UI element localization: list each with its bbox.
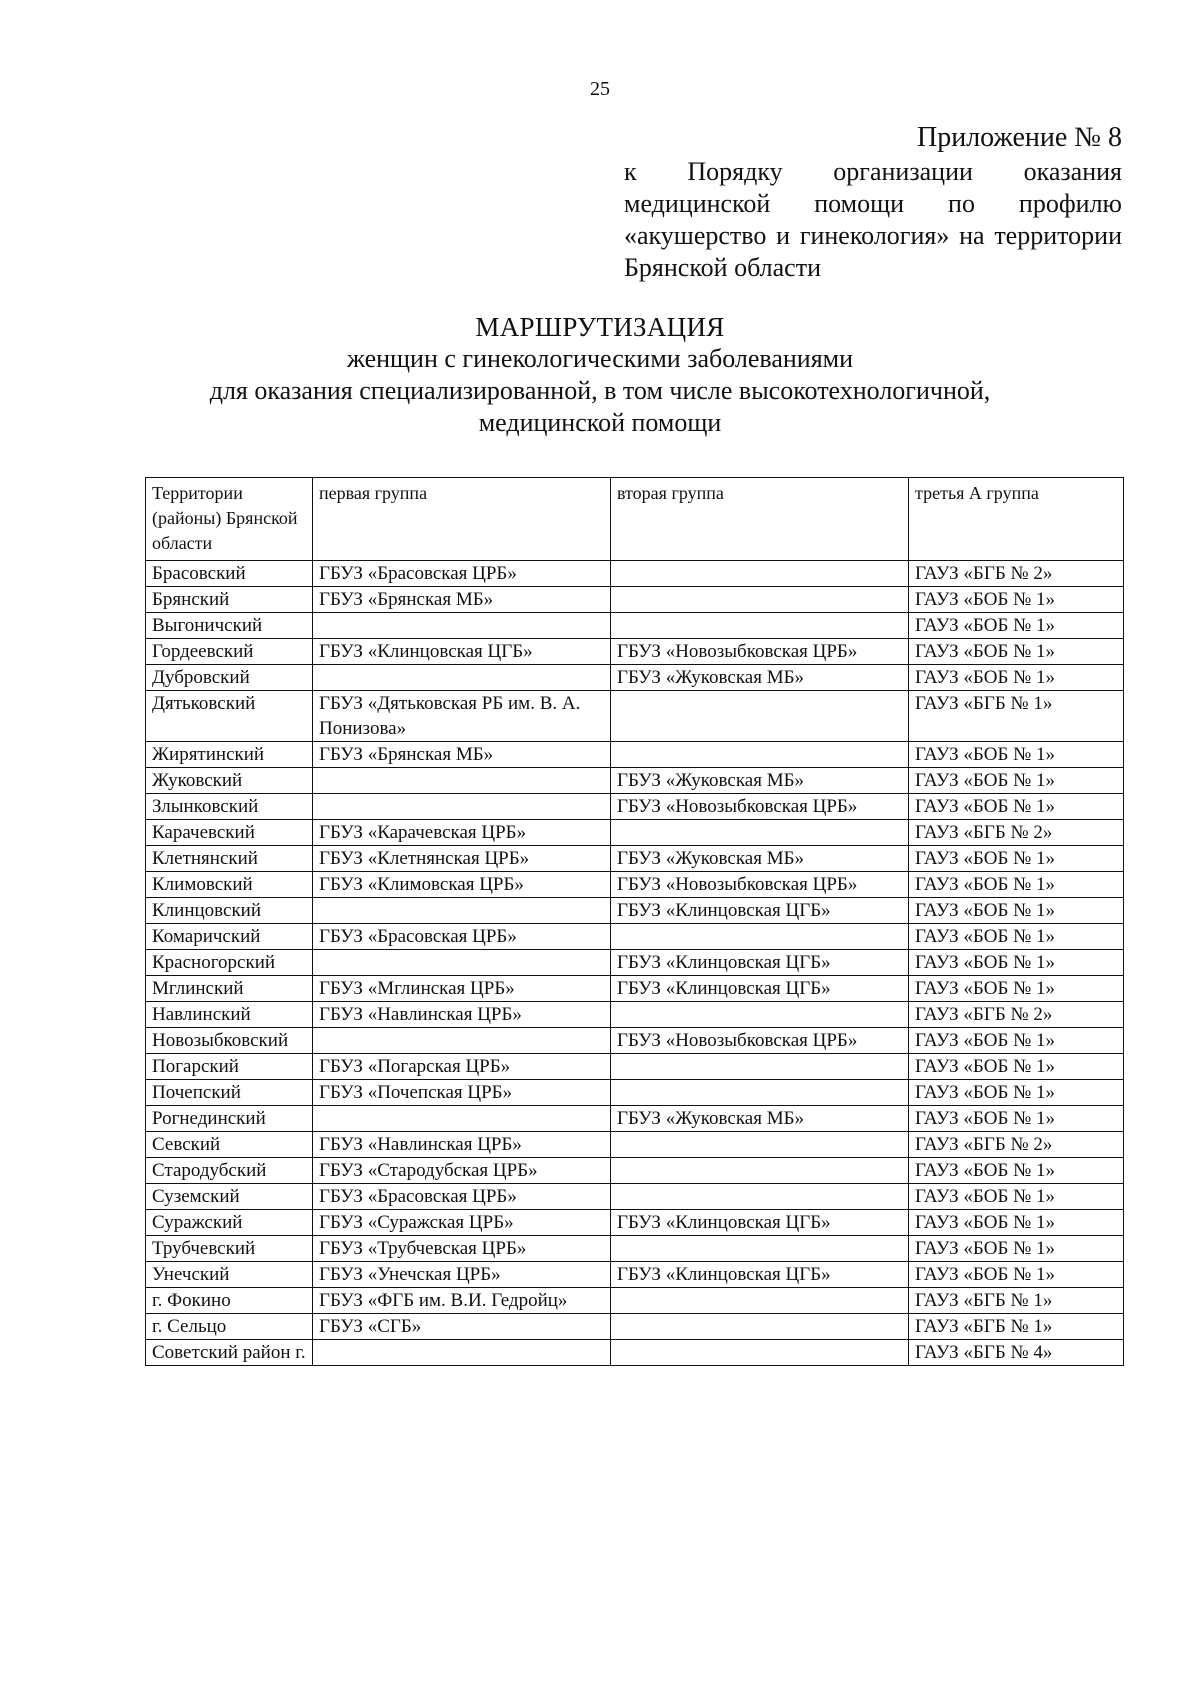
table-row [146,1340,1124,1366]
cell-third-group: ГАУЗ «БОБ № 1» [909,1210,1124,1236]
cell-third-group: ГАУЗ «БОБ № 1» [909,768,1124,794]
table-row [146,1288,1124,1314]
cell-third-group: ГАУЗ «БГБ № 2» [909,1132,1124,1158]
cell-territory: Дубровский [146,665,313,691]
cell-second-group [611,1236,909,1262]
cell-third-group: ГАУЗ «БОБ № 1» [909,846,1124,872]
cell-third-group: ГАУЗ «БОБ № 1» [909,898,1124,924]
cell-second-group: ГБУЗ «Клинцовская ЦГБ» [611,1262,909,1288]
cell-first-group: ГБУЗ «Дятьковская РБ им. В. А. Понизова» [313,691,611,742]
cell-second-group [611,1002,909,1028]
cell-first-group: ГБУЗ «Клетнянская ЦРБ» [313,846,611,872]
cell-territory: Брянский [146,587,313,613]
table-header-row [146,478,1124,561]
cell-territory: Трубчевский [146,1236,313,1262]
cell-third-group: ГАУЗ «БОБ № 1» [909,1028,1124,1054]
table-row [146,768,1124,794]
table-row [146,976,1124,1002]
heading-line-4: медицинской помощи [478,408,722,437]
page-number: 25 [590,78,610,100]
cell-territory: Гордеевский [146,639,313,665]
cell-second-group [611,1132,909,1158]
cell-territory: Севский [146,1132,313,1158]
cell-third-group: ГАУЗ «БГБ № 2» [909,1002,1124,1028]
cell-second-group: ГБУЗ «Клинцовская ЦГБ» [611,950,909,976]
cell-second-group: ГБУЗ «Клинцовская ЦГБ» [611,1210,909,1236]
cell-first-group: ГБУЗ «Брасовская ЦРБ» [313,1184,611,1210]
cell-first-group: ГБУЗ «Трубчевская ЦРБ» [313,1236,611,1262]
cell-second-group: ГБУЗ «Клинцовская ЦГБ» [611,898,909,924]
cell-second-group: ГБУЗ «Клинцовская ЦГБ» [611,976,909,1002]
cell-territory: Жирятинский [146,742,313,768]
heading-line-2: женщин с гинекологическими заболеваниями [346,344,854,373]
cell-third-group: ГАУЗ «БГБ № 2» [909,561,1124,587]
cell-second-group [611,1158,909,1184]
appendix-text: к Порядку организации оказания медицинской помощи по профилю «акушерство и гинекология» на территории Брянской области [624,157,1122,282]
cell-first-group [313,665,611,691]
cell-third-group: ГАУЗ «БОБ № 1» [909,665,1124,691]
cell-first-group: ГБУЗ «Брасовская ЦРБ» [313,924,611,950]
table-row [146,613,1124,639]
header-second-group: вторая группа [611,478,909,561]
cell-first-group [313,613,611,639]
table-row [146,1158,1124,1184]
cell-first-group: ГБУЗ «Мглинская ЦРБ» [313,976,611,1002]
cell-second-group [611,613,909,639]
table-row [146,691,1124,742]
cell-first-group: ГБУЗ «ФГБ им. В.И. Гедройц» [313,1288,611,1314]
table-row [146,924,1124,950]
heading-title: МАРШРУТИЗАЦИЯ [475,312,725,342]
cell-third-group: ГАУЗ «БОБ № 1» [909,976,1124,1002]
cell-third-group: ГАУЗ «БОБ № 1» [909,639,1124,665]
cell-first-group [313,794,611,820]
cell-third-group: ГАУЗ «БОБ № 1» [909,1262,1124,1288]
table-row [146,820,1124,846]
cell-second-group [611,1314,909,1340]
cell-first-group: ГБУЗ «Навлинская ЦРБ» [313,1132,611,1158]
table-row [146,1132,1124,1158]
heading-line-3: для оказания специализированной, в том числе высокотехнологичной, [209,376,991,405]
header-first-group: первая группа [313,478,611,561]
cell-territory: Советский район г. [146,1340,313,1366]
header-third-group: третья А группа [909,478,1124,561]
cell-first-group: ГБУЗ «Навлинская ЦРБ» [313,1002,611,1028]
table-row [146,794,1124,820]
cell-territory: Клетнянский [146,846,313,872]
cell-territory: Мглинский [146,976,313,1002]
cell-second-group [611,820,909,846]
table-row [146,1054,1124,1080]
cell-first-group: ГБУЗ «Погарская ЦРБ» [313,1054,611,1080]
cell-territory: Почепский [146,1080,313,1106]
table-row [146,1184,1124,1210]
table-body [146,561,1124,1366]
cell-territory: Новозыбковский [146,1028,313,1054]
cell-second-group: ГБУЗ «Жуковская МБ» [611,768,909,794]
cell-third-group: ГАУЗ «БОБ № 1» [909,1158,1124,1184]
cell-third-group: ГАУЗ «БОБ № 1» [909,924,1124,950]
cell-second-group [611,587,909,613]
cell-second-group: ГБУЗ «Жуковская МБ» [611,665,909,691]
routing-table [145,477,1124,1366]
cell-third-group: ГАУЗ «БОБ № 1» [909,613,1124,639]
cell-first-group [313,768,611,794]
cell-first-group [313,898,611,924]
header-territory: Территории (районы) Брянской области [146,478,313,561]
cell-first-group [313,950,611,976]
cell-territory: Брасовский [146,561,313,587]
cell-territory: Климовский [146,872,313,898]
cell-territory: г. Сельцо [146,1314,313,1340]
cell-first-group [313,1028,611,1054]
cell-third-group: ГАУЗ «БГБ № 1» [909,1288,1124,1314]
cell-territory: Клинцовский [146,898,313,924]
cell-territory: Дятьковский [146,691,313,742]
cell-first-group: ГБУЗ «Почепская ЦРБ» [313,1080,611,1106]
cell-first-group: ГБУЗ «Клинцовская ЦГБ» [313,639,611,665]
table-row [146,665,1124,691]
cell-first-group: ГБУЗ «Климовская ЦРБ» [313,872,611,898]
table-row [146,639,1124,665]
table-row [146,1080,1124,1106]
cell-second-group: ГБУЗ «Жуковская МБ» [611,846,909,872]
table-row [146,1262,1124,1288]
cell-territory: г. Фокино [146,1288,313,1314]
cell-second-group [611,1054,909,1080]
table-row [146,950,1124,976]
cell-first-group: ГБУЗ «Стародубская ЦРБ» [313,1158,611,1184]
cell-third-group: ГАУЗ «БГБ № 1» [909,1314,1124,1340]
cell-second-group: ГБУЗ «Новозыбковская ЦРБ» [611,794,909,820]
cell-third-group: ГАУЗ «БОБ № 1» [909,950,1124,976]
cell-first-group [313,1106,611,1132]
table-row [146,1002,1124,1028]
cell-territory: Навлинский [146,1002,313,1028]
cell-territory: Жуковский [146,768,313,794]
cell-second-group [611,691,909,742]
cell-second-group [611,1184,909,1210]
cell-third-group: ГАУЗ «БОБ № 1» [909,742,1124,768]
cell-third-group: ГАУЗ «БОБ № 1» [909,1106,1124,1132]
cell-third-group: ГАУЗ «БОБ № 1» [909,587,1124,613]
cell-territory: Погарский [146,1054,313,1080]
cell-third-group: ГАУЗ «БГБ № 1» [909,691,1124,742]
cell-third-group: ГАУЗ «БГБ № 2» [909,820,1124,846]
table-row [146,1210,1124,1236]
cell-second-group [611,561,909,587]
table-row [146,742,1124,768]
cell-first-group: ГБУЗ «СГБ» [313,1314,611,1340]
cell-territory: Рогнединский [146,1106,313,1132]
table-row [146,1314,1124,1340]
appendix-title: Приложение № 8 [917,122,1122,153]
cell-territory: Комаричский [146,924,313,950]
cell-second-group [611,1080,909,1106]
cell-first-group: ГБУЗ «Карачевская ЦРБ» [313,820,611,846]
table-row [146,872,1124,898]
document-heading [0,311,1200,439]
table-row [146,846,1124,872]
appendix-block [624,122,1122,284]
cell-third-group: ГАУЗ «БОБ № 1» [909,1054,1124,1080]
cell-second-group [611,1288,909,1314]
cell-third-group: ГАУЗ «БОБ № 1» [909,1184,1124,1210]
cell-first-group: ГБУЗ «Суражская ЦРБ» [313,1210,611,1236]
table-row [146,1106,1124,1132]
cell-first-group: ГБУЗ «Брасовская ЦРБ» [313,561,611,587]
table-row [146,587,1124,613]
cell-second-group [611,1340,909,1366]
cell-second-group [611,924,909,950]
cell-third-group: ГАУЗ «БОБ № 1» [909,794,1124,820]
cell-territory: Унечский [146,1262,313,1288]
cell-first-group: ГБУЗ «Унечская ЦРБ» [313,1262,611,1288]
cell-second-group: ГБУЗ «Жуковская МБ» [611,1106,909,1132]
cell-first-group: ГБУЗ «Брянская МБ» [313,587,611,613]
cell-third-group: ГАУЗ «БОБ № 1» [909,1236,1124,1262]
cell-third-group: ГАУЗ «БОБ № 1» [909,872,1124,898]
cell-territory: Красногорский [146,950,313,976]
cell-territory: Карачевский [146,820,313,846]
cell-first-group: ГБУЗ «Брянская МБ» [313,742,611,768]
table-row [146,898,1124,924]
cell-territory: Стародубский [146,1158,313,1184]
cell-third-group: ГАУЗ «БОБ № 1» [909,1080,1124,1106]
cell-first-group [313,1340,611,1366]
cell-second-group: ГБУЗ «Новозыбковская ЦРБ» [611,639,909,665]
cell-second-group: ГБУЗ «Новозыбковская ЦРБ» [611,1028,909,1054]
cell-territory: Злынковский [146,794,313,820]
table-row [146,1236,1124,1262]
cell-second-group [611,742,909,768]
cell-third-group: ГАУЗ «БГБ № 4» [909,1340,1124,1366]
cell-second-group: ГБУЗ «Новозыбковская ЦРБ» [611,872,909,898]
cell-territory: Суражский [146,1210,313,1236]
cell-territory: Суземский [146,1184,313,1210]
cell-territory: Выгоничский [146,613,313,639]
table-row [146,561,1124,587]
table-row [146,1028,1124,1054]
